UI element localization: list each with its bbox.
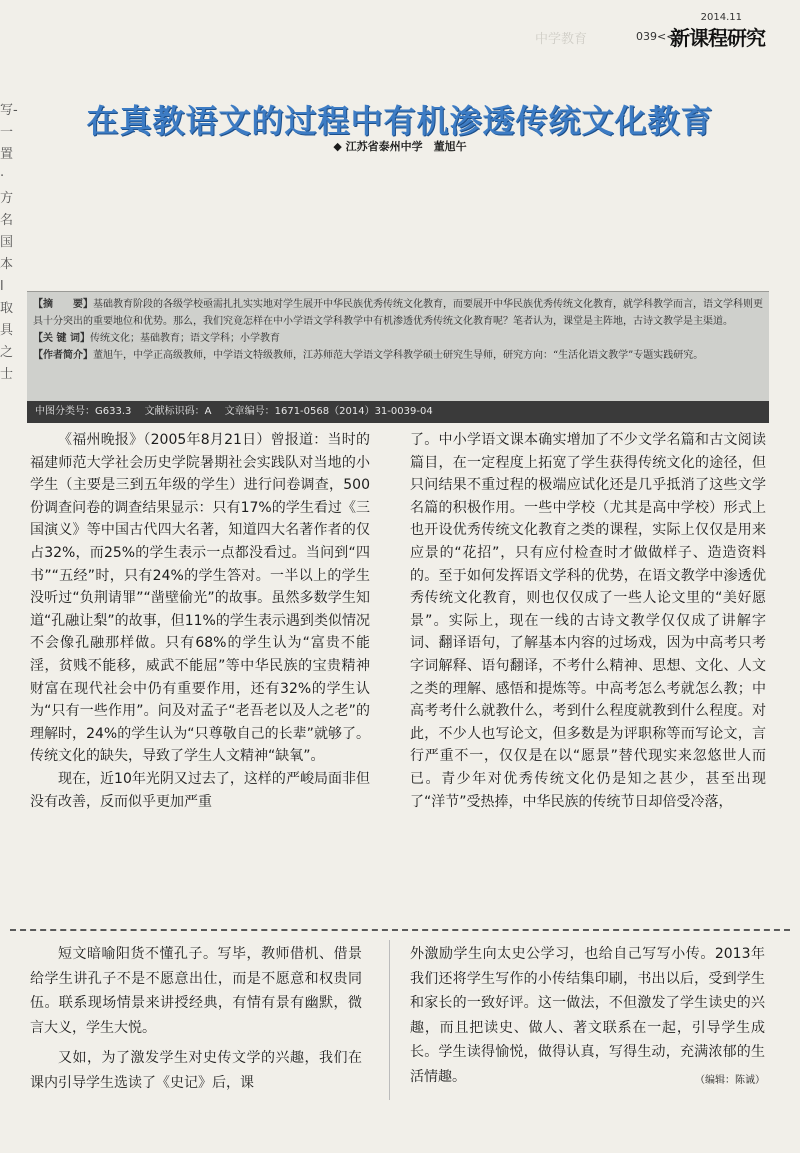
author-text: 董旭午，中学正高级教师，中学语文特级教师，江苏师范大学语文学科教学硕士研究生导师，研究方向：“生活化语文教学”专题实践研究。 [93,350,704,361]
facing-page-fragment: l [0,279,4,294]
facing-page-fragment: 写- [0,103,18,118]
header-date: 2014.11 [700,12,742,23]
facing-page-fragment: 士 [0,367,14,382]
abstract-tag: 【摘 要】 [33,299,93,310]
keywords-text: 传统文化；基础教育；语文学科；小学教育 [89,333,280,344]
abstract-summary-row [33,296,763,330]
page-header [0,0,800,60]
column-rule [389,940,390,1100]
author-row [33,347,763,364]
body-paragraph: 又如，为了激发学生对史传文学的兴趣，我们在课内引导学生选读了《史记》后，课 [30,1050,362,1091]
body-paragraph: 《福州晚报》（2005年8月21日）曾报道：当时的福建师范大学社会历史学院暑期社会实践队对当地的小学生（主要是三到五年级的学生）进行问卷调查，500份调查问卷的调查结果显示：只有17%的学生看过《三国演义》等中国古代四大名著，知道四大名著作者的仅占32%，而25%的学生表示一点都没看过。当问到“四书”“五经”时，只有24%的学生答对。一半以上的学生没听过“负荆请罪”“凿壁偷光”的故事。虽然多数学生知道“孔融让梨”的故事，但11%的学生表示遇到类似情况不会像孔融那样做。只有68%的学生认为“富贵不能淫，贫贱不能移，威武不能屈”等中华民族的宝贵精神财富在现代社会中仍有重要作用，还有32%的学生认为“只有一些作用”。问及对孟子“老吾老以及人之老”的理解时，24%的学生认为“只尊敬自己的长辈”就够了。传统文化的缺失，导致了学生人文精神“缺氧”。 [30,432,370,765]
body-column-left [30,429,370,919]
page-tear-divider [10,929,790,931]
facing-page-fragment: 方 [0,191,14,206]
facing-page-fragment: · [0,169,5,184]
keywords-tag: 【关 键 词】 [33,333,90,344]
keywords-row [33,330,763,347]
abstract-text: 基础教育阶段的各级学校亟需扎扎实实地对学生展开中华民族优秀传统文化教育，而要展开中华民族优秀传统文化教育，就学科教学而言，语文学科则更具十分突出的重要地位和优势。那么，我们究竟怎样在中小学语文学科教学中有机渗透优秀传统文化教育呢？笔者认为，课堂是主阵地，古诗文教学是主渠道。 [33,299,763,327]
lower-column-left [30,942,362,1112]
abstract-box [27,291,769,401]
facing-page-fragment: 本 [0,257,14,272]
header-section-ghost: 中学教育 [535,32,588,47]
header-page-number: 039<< [636,30,676,43]
body-paragraph [410,942,765,1089]
editor-credit: （编辑：陈诚） [695,1074,765,1086]
classification-bar [27,401,769,423]
facing-page-fragment: 取 [0,301,14,316]
body-column-right [410,429,766,919]
article-title: 在真教语文的过程中有机渗透传统文化教育 [86,102,714,140]
author-tag: 【作者简介】 [33,350,93,361]
facing-page-fragment: 一置 [0,125,14,162]
facing-page-fragment: 具 [0,323,14,338]
body-paragraph: 了。中小学语文课本确实增加了不少文学名篇和古文阅读篇目，在一定程度上拓宽了学生获得传统文化的途径，但只问结果不重过程的极端应试化还是几乎抵消了这些文学名篇的积极作用。一些中学校（尤其是高中学校）形式上也开设优秀传统文化教育之类的课程，实际上仅仅是用来应景的“花招”，只有应付检查时才做做样子、造造资料的。至于如何发挥语文学科的优势，在语文教学中渗透优秀传统文化教育，则也仅仅成了一些人论文里的“美好愿景”。实际上，现在一线的古诗文教学仅仅成了讲解字词、翻译语句，了解基本内容的过场戏，因为中高考只考字词解释、语句翻译，不考什么精神、思想、文化、人文之类的理解、感悟和提炼等。中高考怎么考就怎么教；中高考考什么就教什么，考到什么程度就教到什么程度。对此，不少人也写论文，但多数是为评职称等而写论文，言行严重不一，仅仅是在以“愿景”替代现实来忽悠世人而已。青少年对优秀传统文化仍是知之甚少，甚至出现了“洋节”受热捧，中华民族的传统节日却倍受冷落， [410,432,766,810]
body-paragraph: 现在，近10年光阴又过去了，这样的严峻局面非但没有改善，反而似乎更加严重 [30,770,370,810]
lower-column-right [410,942,765,1112]
facing-page-fragment: 国 [0,235,14,250]
body-paragraph: 短文暗喻阳货不懂孔子。写毕，教师借机、借景给学生讲孔子不是不愿意出仕，而是不愿意和权贵同伍。联系现场情景来讲授经典，有情有景有幽默，微言大义，学生大悦。 [30,946,362,1036]
body-text: 外激励学生向太史公学习，也给自己写写小传。2013年我们还将学生写作的小传结集印刷，书出以后，受到学生和家长的一致好评。这一做法，不但激发了学生读史的兴趣，而且把读史、做人、著文联系在一起，引导学生成长。学生读得愉悦，做得认真，写得生动，充满浓郁的生活情趣。 [410,946,765,1085]
document-code: 文献标识码：A [144,406,212,417]
facing-page-fragment: 之 [0,345,14,360]
facing-page-fragment: 名 [0,213,14,228]
clc-number: 中图分类号：G633.3 [35,406,132,417]
journal-name: 新课程研究 [670,26,765,50]
article-byline: ◆ 江苏省泰州中学 董旭午 [333,140,467,153]
article-number: 文章编号：1671-0568（2014）31-0039-04 [224,406,433,417]
